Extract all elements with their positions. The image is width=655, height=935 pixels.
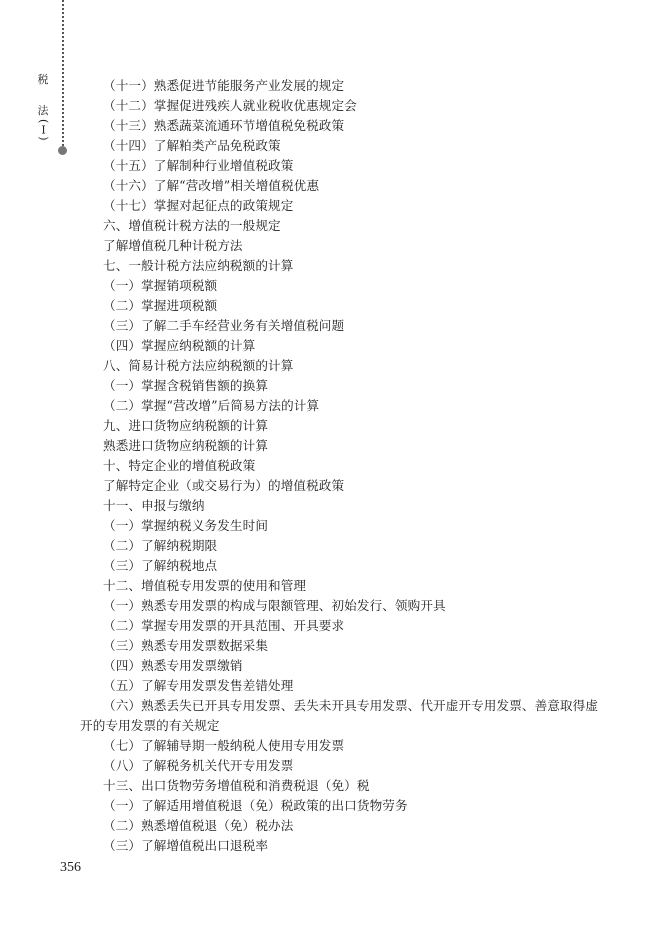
section-heading: 十二、增值税专用发票的使用和管理: [103, 578, 307, 593]
text-line: （七）了解辅导期一般纳税人使用专用发票: [103, 738, 345, 753]
margin-bullet-dot: [58, 146, 67, 155]
text-line: （四）掌握应纳税额的计算: [103, 338, 256, 353]
text-line: （十三）熟悉蔬菜流通环节增值税免税政策: [103, 118, 345, 133]
section-heading: 六、增值税计税方法的一般规定: [103, 218, 281, 233]
text-line: （十一）熟悉促进节能服务产业发展的规定: [103, 78, 345, 93]
page-number: 356: [60, 860, 81, 875]
running-head-char-1: 税: [37, 73, 49, 86]
text-line: （一）掌握销项税额: [103, 278, 218, 293]
text-line: 熟悉进口货物应纳税额的计算: [103, 438, 269, 453]
text-line: （四）熟悉专用发票缴销: [103, 658, 243, 673]
text-line: （三）了解纳税地点: [103, 558, 218, 573]
text-line: （十二）掌握促进残疾人就业税收优惠规定会: [103, 98, 357, 113]
running-head-char-2: 法: [37, 104, 49, 117]
text-line: （三）熟悉专用发票数据采集: [103, 638, 269, 653]
running-head-volume: (Ⅰ): [37, 119, 50, 141]
text-line: （八）了解税务机关代开专用发票: [103, 758, 294, 773]
section-heading: 八、简易计税方法应纳税额的计算: [103, 358, 294, 373]
text-line: 了解特定企业（或交易行为）的增值税政策: [103, 478, 345, 493]
text-line: （一）掌握纳税义务发生时间: [103, 518, 269, 533]
section-heading: 九、进口货物应纳税额的计算: [103, 418, 269, 433]
margin-dotted-rule: [62, 0, 64, 150]
text-line: （二）掌握“营改增”后简易方法的计算: [103, 398, 320, 413]
text-line: （二）熟悉增值税退（免）税办法: [103, 818, 294, 833]
section-heading: 十、特定企业的增值税政策: [103, 458, 256, 473]
section-heading: 七、一般计税方法应纳税额的计算: [103, 258, 294, 273]
text-line: 了解增值税几种计税方法: [103, 238, 243, 253]
text-line: （一）熟悉专用发票的构成与限额管理、初始发行、领购开具: [103, 598, 446, 613]
text-line: （三）了解二手车经营业务有关增值税问题: [103, 318, 345, 333]
section-heading: 十三、出口货物劳务增值税和消费税退（免）税: [103, 778, 370, 793]
section-heading: 十一、申报与缴纳: [103, 498, 205, 513]
text-line: （十七）掌握对起征点的政策规定: [103, 198, 294, 213]
text-line: （二）掌握进项税额: [103, 298, 218, 313]
text-line: （六）熟悉丢失已开具专用发票、丢失未开具专用发票、代开虚开专用发票、善意取得虚: [103, 698, 599, 713]
text-line: （一）了解适用增值税退（免）税政策的出口货物劳务: [103, 798, 408, 813]
text-line: （二）了解纳税期限: [103, 538, 218, 553]
text-line: （二）掌握专用发票的开具范围、开具要求: [103, 618, 345, 633]
text-line: （五）了解专用发票发售差错处理: [103, 678, 294, 693]
text-line: （三）了解增值税出口退税率: [103, 838, 269, 853]
text-line-continuation: 开的专用发票的有关规定: [80, 718, 220, 733]
text-line: （十六）了解“营改增”相关增值税优惠: [103, 178, 320, 193]
text-line: （十五）了解制种行业增值税政策: [103, 158, 294, 173]
text-line: （十四）了解粕类产品免税政策: [103, 138, 281, 153]
text-line: （一）掌握含税销售额的换算: [103, 378, 269, 393]
